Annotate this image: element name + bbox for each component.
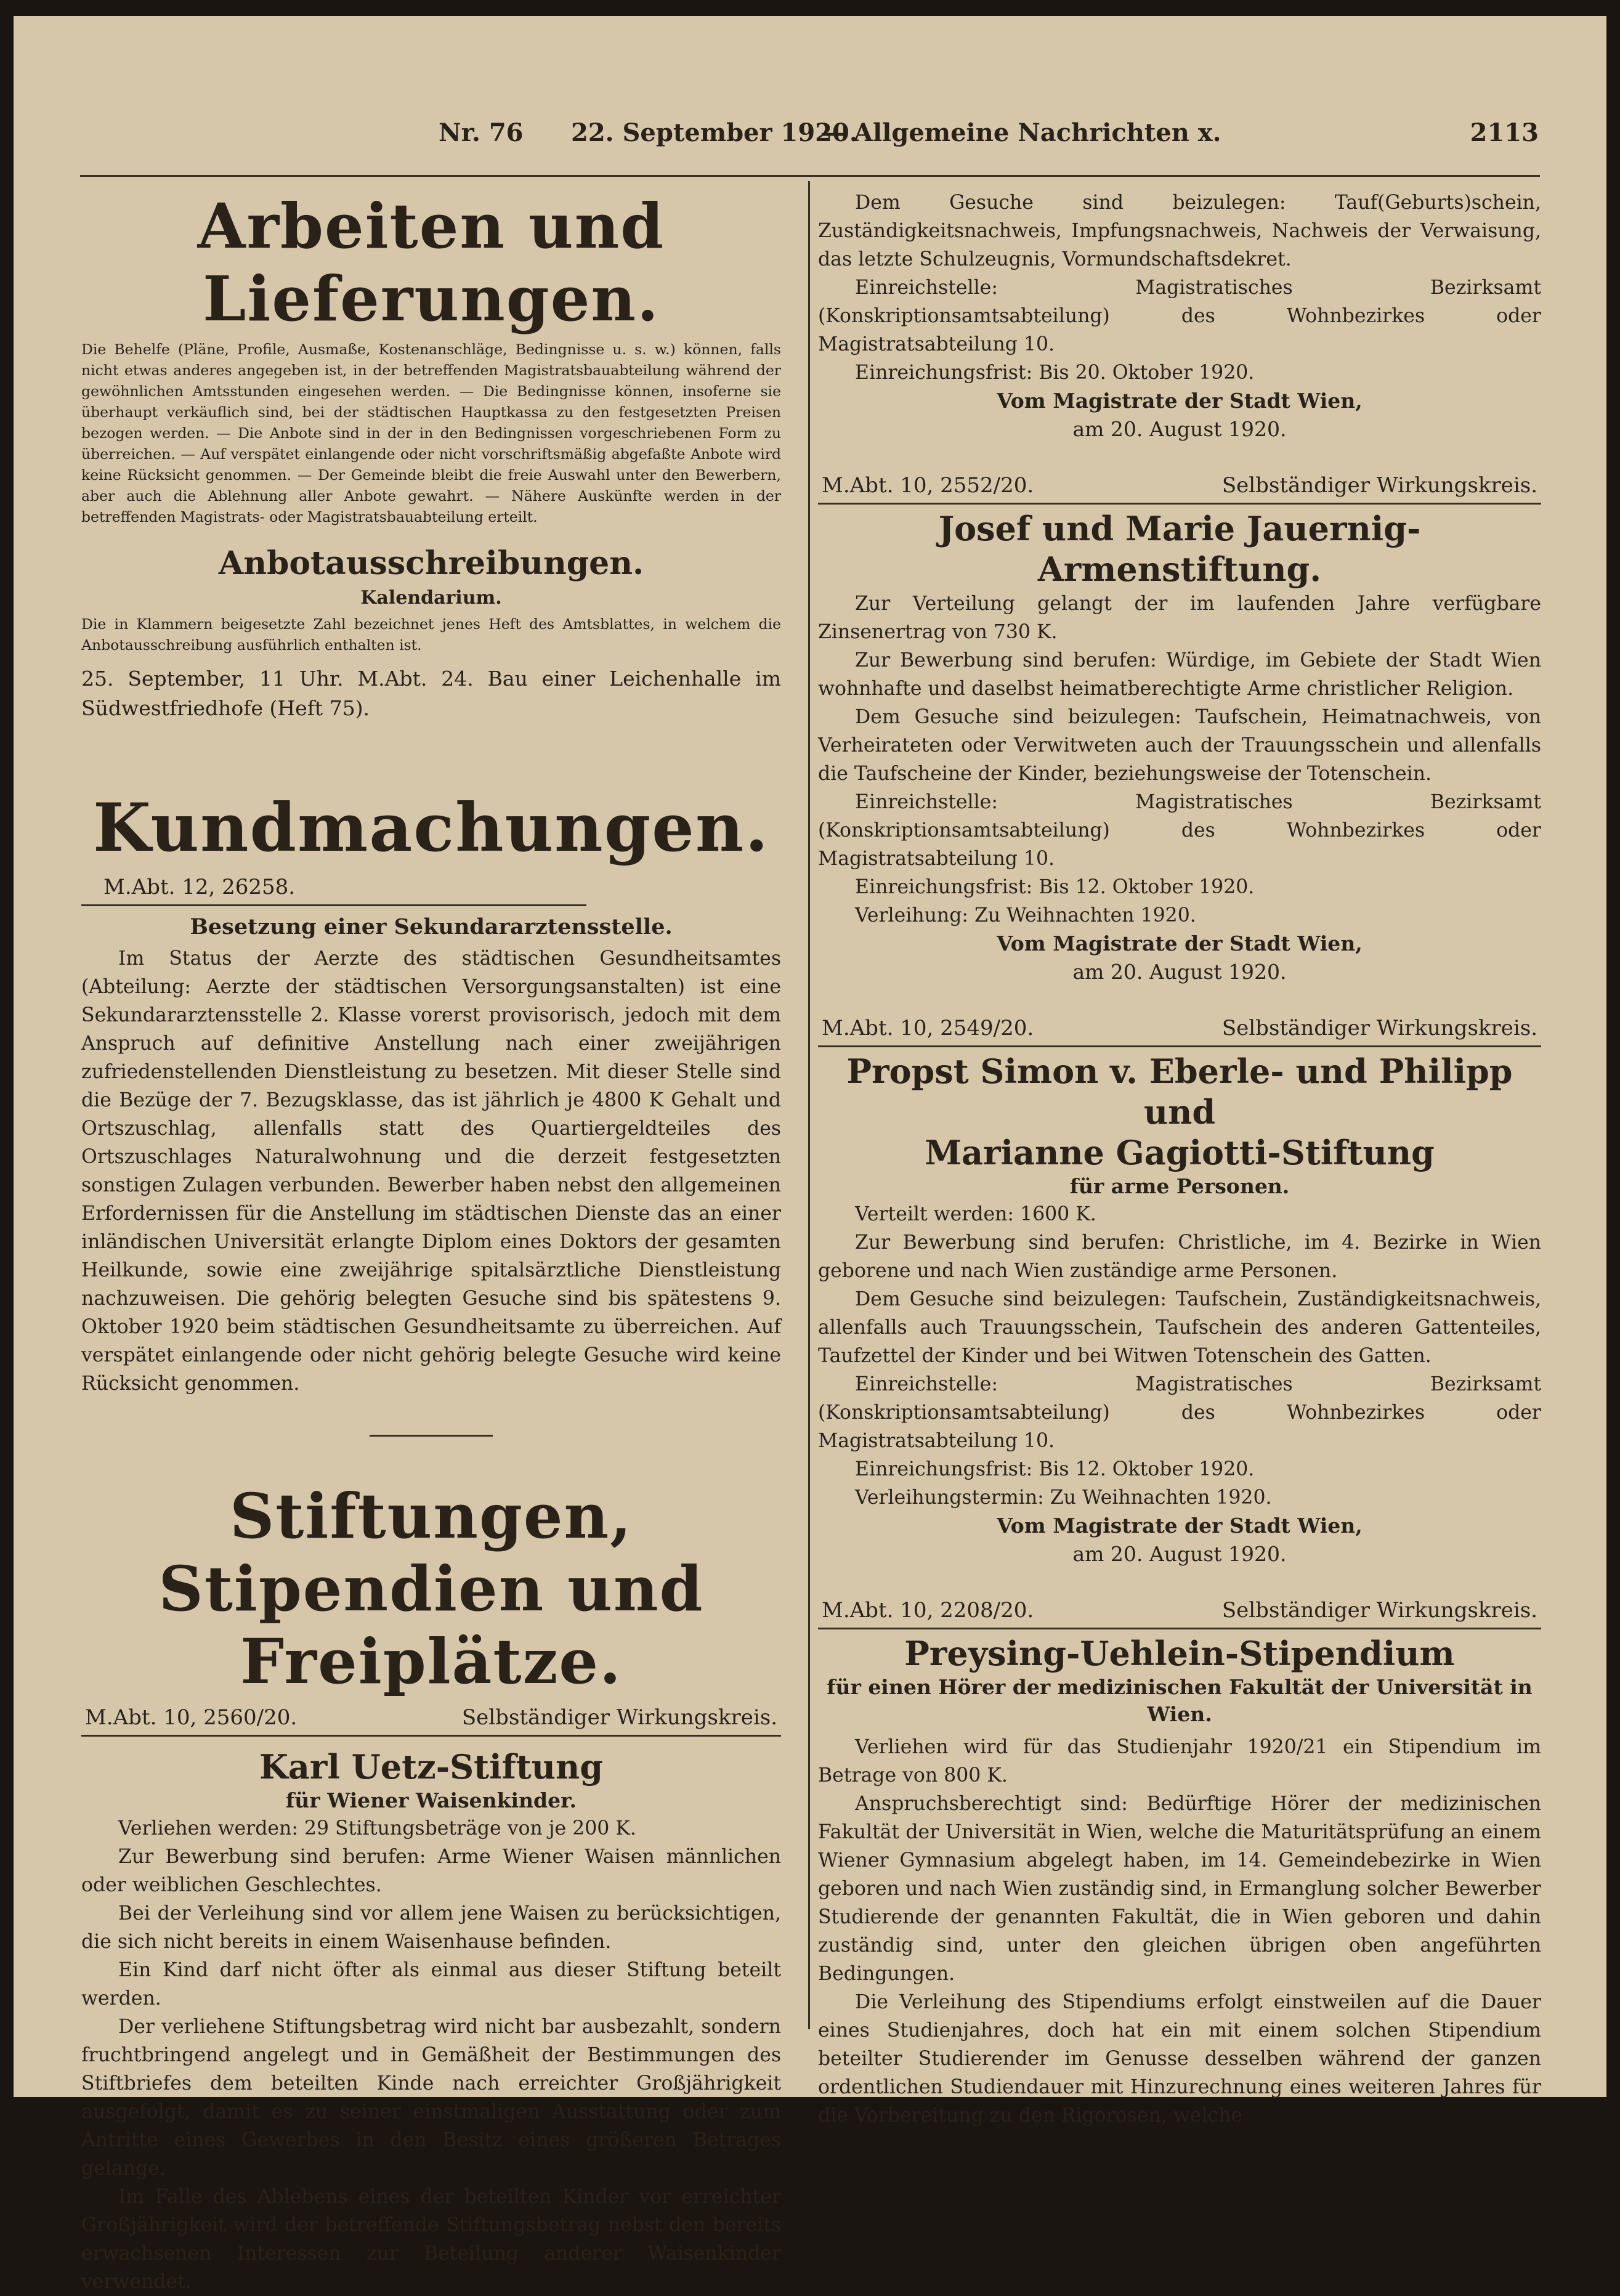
uetz-para-5: Der verliehene Stiftungsbetrag wird nicht bar ausbezahlt, sondern fruchtbringend angelegt und in Gemäßheit der Bestimmungen des Stiftbriefes dem beteilten Kinde nach erreichter Großjährigkeit ausgefolgt, damit es zu seiner einstmaligen Ausstattung oder zum Antritte eines Gewerbes in den Besitz eines größeren Betrages gelange. xyxy=(81,2016,781,2180)
uetz-para-1: Verliehen werden: 29 Stiftungsbeträge von je 200 K. xyxy=(118,1817,636,1840)
uetz-subtitle: für Wiener Waisenkinder. xyxy=(286,1788,577,1812)
arbeiten-title: Arbeiten und Lieferungen. xyxy=(197,190,665,335)
kund-ref-rule xyxy=(81,904,586,906)
arbeiten-text: Die Behelfe (Pläne, Profile, Ausmaße, Kostenanschläge, Bedingnisse u. s. w.) können, falls nicht etwas anderes angegeben ist, in der betreffenden Magistratsbauabteilung während der gewöhnlichen Amtsstunden eingesehen werden. — Die Bedingnisse können, insoferne sie überhaupt verkäuflich sind, bei der städtischen Hauptkassa zu den festgesetzten Preisen bezogen werden. — Die Anbote sind in der in den Bedingnissen vorgeschriebenen Form zu überreichen. — Auf verspätet einlangende oder nicht vorschriftsmäßig abgefaßte Anbote wird keine Rücksicht genommen. — Der Gemeinde bleibt die freie Auswahl unter den Bewerbern, aber auch die Ablehnung aller Anbote gewahrt. — Nähere Auskünfte werden in der betreffenden Magistrats- oder Magistratsbauabteilung erteilt. xyxy=(81,341,781,525)
cont-para-3: Einreichungsfrist: Bis 20. Oktober 1920. xyxy=(855,362,1255,384)
eberle-ref-number: M.Abt. 10, 2549/20. xyxy=(822,1016,1034,1041)
page xyxy=(14,16,1606,2293)
eberle-signature-1: Vom Magistrate der Stadt Wien, xyxy=(997,1514,1363,1538)
uetz-ref xyxy=(81,1703,781,1737)
eberle-para-3: Dem Gesuche sind beizulegen: Taufschein, Zuständigkeitsnachweis, allenfalls auch Trauungsschein, Taufschein des anderen Gattenteiles, Taufzettel der Kinder und bei Witwen Totenschein des Gatten. xyxy=(818,1288,1541,1367)
preysing-subtitle: für einen Hörer der medizinischen Fakultät der Universität in Wien. xyxy=(827,1675,1533,1726)
jauernig-para-3: Dem Gesuche sind beizulegen: Taufschein, Heimatnachweis, von Verheirateten oder Verwitweten auch der Trauungsschein und allenfalls die Taufscheine der Kinder, beziehungsweise der Totenschein. xyxy=(818,706,1541,785)
jauernig-para-1: Zur Verteilung gelangt der im laufenden Jahre verfügbare Zinsenertrag von 730 K. xyxy=(818,593,1541,643)
kalendarium-entry: 25. September, 11 Uhr. M.Abt. 24. Bau einer Leichenhalle im Südwestfriedhofe (Heft 75). xyxy=(81,667,781,720)
jauernig-signature-1: Vom Magistrate der Stadt Wien, xyxy=(997,931,1363,955)
right-column xyxy=(818,189,1541,2130)
preysing-para-2: Anspruchsberechtigt sind: Bedürftige Hörer der medizinischen Fakultät der Universität in Wien, welche die Maturitätsprüfung an einem Wiener Gymnasium abgelegt haben, im 14. Gemeindebezirke in Wien geboren und nach Wien zuständig sind, in Ermanglung solcher Bewerber Studierende der genannten Fakultät, die in Wien geboren und dahin zuständig sind, unter den gleichen übrigen oben angeführten Bedingungen. xyxy=(818,1793,1541,1985)
anbot-title: Anbotausschreibungen. xyxy=(218,545,644,582)
eberle-ref xyxy=(818,1013,1541,1047)
preysing-title: Preysing-Uehlein-Stipendium xyxy=(904,1634,1455,1673)
issue-number: Nr. 76 xyxy=(439,118,524,147)
cont-para-2: Einreichstelle: Magistratisches Bezirksamt (Konskriptionsamtsabteilung) des Wohnbezirkes oder Magistratsabteilung 10. xyxy=(818,277,1541,355)
jauernig-ref-number: M.Abt. 10, 2552/20. xyxy=(822,473,1034,498)
jauernig-title: Josef und Marie Jauernig-Armenstiftung. xyxy=(938,509,1421,589)
preysing-para-3: Die Verleihung des Stipendiums erfolgt einstweilen auf die Dauer eines Studienjahres, doch hat ein mit einem solchen Stipendium beteilter Studierender im Genusse desselben während der ganzen ordentlichen Studiendauer mit Hinzurechnung eines weiteren Jahres für die Vorbereitung zu den Rigorosen, welche xyxy=(818,1991,1541,2127)
uetz-para-4: Ein Kind darf nicht öfter als einmal aus dieser Stiftung beteilt werden. xyxy=(81,1959,781,2010)
cont-signature-2: am 20. August 1920. xyxy=(1072,417,1287,441)
eberle-para-5: Einreichungsfrist: Bis 12. Oktober 1920. xyxy=(855,1458,1255,1480)
eberle-para-1: Verteilt werden: 1600 K. xyxy=(855,1203,1096,1225)
stiftungen-title-line-2: Freiplätze. xyxy=(240,1625,622,1698)
jauernig-para-4: Einreichstelle: Magistratisches Bezirksamt (Konskriptionsamtsabteilung) des Wohnbezirkes oder Magistratsabteilung 10. xyxy=(818,791,1541,870)
column-divider xyxy=(808,181,810,2029)
uetz-para-3: Bei der Verleihung sind vor allem jene Waisen zu berücksichtigen, die sich nicht bereits in einem Waisenhause befinden. xyxy=(81,1902,781,1953)
stiftungen-title-line-1: Stiftungen, Stipendien und xyxy=(158,1480,704,1625)
preysing-ref-number: M.Abt. 10, 2208/20. xyxy=(822,1598,1034,1623)
header-rule xyxy=(80,175,1540,177)
eberle-scope: Selbständiger Wirkungskreis. xyxy=(1221,1016,1537,1041)
issue-date: 22. September 1920. xyxy=(571,118,858,147)
cont-signature-1: Vom Magistrate der Stadt Wien, xyxy=(997,389,1363,413)
jauernig-para-6: Verleihung: Zu Weihnachten 1920. xyxy=(855,904,1196,927)
uetz-scope: Selbständiger Wirkungskreis. xyxy=(461,1705,777,1730)
jauernig-signature-2: am 20. August 1920. xyxy=(1072,960,1287,984)
eberle-para-2: Zur Bewerbung sind berufen: Christliche, im 4. Bezirke in Wien geborene und nach Wien zuständige arme Personen. xyxy=(818,1231,1541,1282)
uetz-title: Karl Uetz-Stiftung xyxy=(259,1747,604,1787)
eberle-para-4: Einreichstelle: Magistratisches Bezirksamt (Konskriptionsamtsabteilung) des Wohnbezirkes oder Magistratsabteilung 10. xyxy=(818,1373,1541,1452)
preysing-scope: Selbständiger Wirkungskreis. xyxy=(1221,1598,1537,1623)
kalendarium-heading: Kalendarium. xyxy=(360,587,502,609)
uetz-para-6: Im Falle des Ablebens eines der beteilten Kinder vor erreichter Großjährigkeit wird der betreffende Stiftungsbetrag nebst den bereits erwachsenen Interessen zur Beteilung anderer Waisenkinder verwendet. xyxy=(81,2186,781,2293)
eberle-title-line-2: Marianne Gagiotti-Stiftung xyxy=(925,1133,1435,1172)
preysing-ref xyxy=(818,1596,1541,1629)
kund-ref-number: M.Abt. 12, 26258. xyxy=(103,875,296,899)
eberle-subtitle: für arme Personen. xyxy=(1069,1174,1290,1198)
jauernig-para-5: Einreichungsfrist: Bis 12. Oktober 1920. xyxy=(855,876,1255,898)
section-separator xyxy=(370,1435,493,1437)
kalendarium-note: Die in Klammern beigesetzte Zahl bezeichnet jenes Heft des Amtsblattes, in welchem die Anbotausschreibung ausführlich enthalten ist. xyxy=(81,615,781,654)
eberle-title-line-1: Propst Simon v. Eberle- und Philipp und xyxy=(846,1052,1513,1132)
jauernig-ref xyxy=(818,471,1541,505)
uetz-ref-number: M.Abt. 10, 2560/20. xyxy=(85,1705,298,1730)
kund-heading: Besetzung einer Sekundararztensstelle. xyxy=(190,914,673,939)
kund-ref xyxy=(81,872,781,904)
uetz-para-2: Zur Bewerbung sind berufen: Arme Wiener Waisen männlichen oder weiblichen Geschlechtes. xyxy=(81,1846,781,1896)
preysing-para-1: Verliehen wird für das Studienjahr 1920/21 ein Stipendium im Betrage von 800 K. xyxy=(818,1736,1541,1787)
eberle-para-6: Verleihungstermin: Zu Weihnachten 1920. xyxy=(855,1487,1272,1509)
cont-para-1: Dem Gesuche sind beizulegen: Tauf(Geburts)schein, Zuständigkeitsnachweis, Impfungsnachweis, Nachweis der Verwaisung, das letzte Schulzeugnis, Vormundschaftsdekret. xyxy=(818,192,1541,270)
eberle-signature-2: am 20. August 1920. xyxy=(1072,1542,1287,1566)
kundmachungen-title: Kundmachungen. xyxy=(93,789,769,867)
page-number: 2113 xyxy=(1470,118,1539,147)
jauernig-scope: Selbständiger Wirkungskreis. xyxy=(1221,473,1537,498)
left-column xyxy=(81,189,781,2296)
jauernig-para-2: Zur Bewerbung sind berufen: Würdige, im Gebiete der Stadt Wien wohnhafte und daselbst heimatberechtigte Arme christlicher Religion. xyxy=(818,649,1541,700)
section-name: — Allgemeine Nachrichten x. xyxy=(820,118,1221,147)
kund-text: Im Status der Aerzte des städtischen Gesundheitsamtes (Abteilung: Aerzte der städtischen Versorgungsanstalten) ist eine Sekundararztensstelle 2. Klasse vorerst provisorisch, jedoch mit dem Anspruch auf definitive Anstellung nach einer zweijährigen zufriedenstellenden Dienstleistung zu besetzen. Mit dieser Stelle sind die Bezüge der 7. Bezugsklasse, das ist jährlich je 4800 K Gehalt und Ortszuschlag, allenfalls statt des Quartiergeldteiles des Ortszuschlages Naturalwohnung und die derzeit festgesetzten sonstigen Zulagen verbunden. Bewerber haben nebst den allgemeinen Erfordernissen für die Anstellung im städtischen Dienste das an einer inländischen Universität erlangte Diplom eines Doktors der gesamten Heilkunde, sowie eine zweijährige spitalsärztliche Dienstleistung nachzuweisen. Die gehörig belegten Gesuche sind bis spätestens 9. Oktober 1920 beim städtischen Gesundheitsamte zu überreichen. Auf verspätet einlangende oder nicht gehörig belegte Gesuche wird keine Rücksicht genommen. xyxy=(81,947,781,1395)
